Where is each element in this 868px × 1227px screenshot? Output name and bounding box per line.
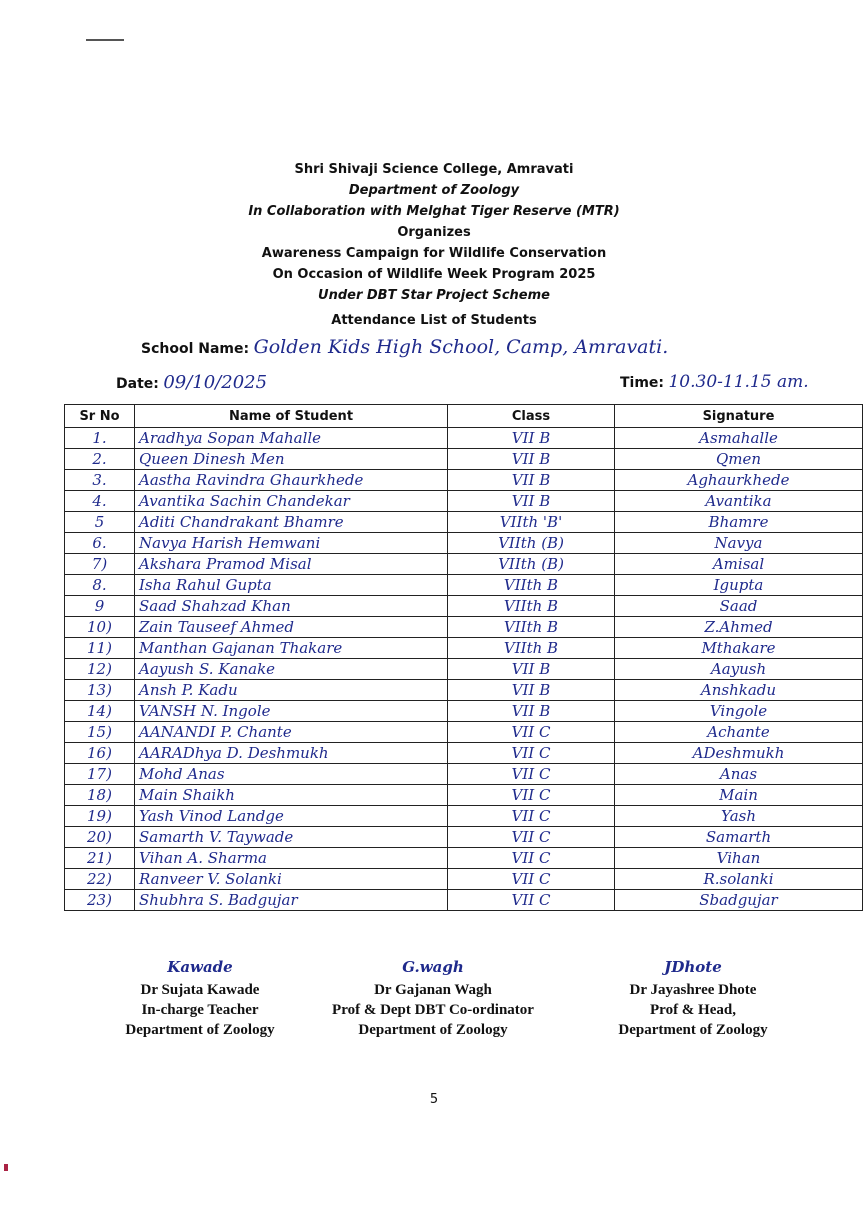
student-name-cell: Isha Rahul Gupta: [135, 575, 448, 596]
signature-cell: Amisal: [615, 554, 863, 575]
sr-no-cell: 23): [65, 890, 135, 911]
class-cell: VII C: [448, 764, 615, 785]
table-row: [65, 764, 863, 785]
signature-cell: Asmahalle: [615, 428, 863, 449]
student-name-cell: VANSH N. Ingole: [135, 701, 448, 722]
school-name-label: School Name:: [141, 341, 250, 357]
sr-no-cell: 15): [65, 722, 135, 743]
class-cell: VII B: [448, 491, 615, 512]
student-name-cell: Aradhya Sopan Mahalle: [135, 428, 448, 449]
table-row: [65, 722, 863, 743]
signature-mark: G.wagh: [402, 958, 464, 976]
student-name-cell: Ranveer V. Solanki: [135, 869, 448, 890]
signature-cell: Qmen: [615, 449, 863, 470]
sr-no-cell: 1.: [65, 428, 135, 449]
table-row: [65, 659, 863, 680]
class-cell: VII C: [448, 848, 615, 869]
scan-mark: [4, 1164, 8, 1171]
table-row: [65, 617, 863, 638]
class-cell: VIIth 'B': [448, 512, 615, 533]
campaign-title: Awareness Campaign for Wildlife Conservation: [261, 246, 607, 261]
signature-cell: Anas: [615, 764, 863, 785]
document-header: [0, 159, 868, 306]
page-number: 5: [429, 1092, 439, 1107]
class-cell: VIIth B: [448, 617, 615, 638]
signature-cell: Mthakare: [615, 638, 863, 659]
sr-no-cell: 9: [65, 596, 135, 617]
sr-no-cell: 22): [65, 869, 135, 890]
sr-no-cell: 12): [65, 659, 135, 680]
signatory-role: In-charge Teacher: [141, 1002, 259, 1018]
sr-no-cell: 20): [65, 827, 135, 848]
signature-cell: Z.Ahmed: [615, 617, 863, 638]
student-name-cell: Zain Tauseef Ahmed: [135, 617, 448, 638]
signature-cell: ADeshmukh: [615, 743, 863, 764]
column-header-class: Class: [448, 405, 615, 428]
sr-no-cell: 5: [65, 512, 135, 533]
signatory-role: Prof & Head,: [650, 1002, 736, 1018]
attendance-title: Attendance List of Students: [331, 313, 537, 328]
table-row: [65, 743, 863, 764]
sr-no-cell: 10): [65, 617, 135, 638]
table-row: [65, 890, 863, 911]
table-row: [65, 869, 863, 890]
class-cell: VII B: [448, 470, 615, 491]
student-name-cell: Aastha Ravindra Ghaurkhede: [135, 470, 448, 491]
class-cell: VII B: [448, 428, 615, 449]
signature-cell: Vihan: [615, 848, 863, 869]
attendance-table: [64, 404, 863, 911]
table-header-row: [65, 405, 863, 428]
student-name-cell: Avantika Sachin Chandekar: [135, 491, 448, 512]
sr-no-cell: 16): [65, 743, 135, 764]
column-header-sr-no: Sr No: [65, 405, 135, 428]
sr-no-cell: 14): [65, 701, 135, 722]
date-row: [116, 372, 267, 393]
table-row: [65, 554, 863, 575]
sr-no-cell: 8.: [65, 575, 135, 596]
signature-cell: Bhamre: [615, 512, 863, 533]
signatory-kawade: [100, 954, 300, 1040]
signature-cell: Sbadgujar: [615, 890, 863, 911]
signatory-name: Dr Sujata Kawade: [140, 982, 260, 998]
collaboration-line: In Collaboration with Melghat Tiger Reserve (MTR): [248, 204, 620, 219]
date-value: 09/10/2025: [163, 372, 268, 393]
scheme-line: Under DBT Star Project Scheme: [318, 288, 550, 303]
table-row: [65, 806, 863, 827]
date-label: Date:: [116, 376, 159, 392]
student-name-cell: Akshara Pramod Misal: [135, 554, 448, 575]
class-cell: VIIth (B): [448, 533, 615, 554]
table-row: [65, 470, 863, 491]
signature-cell: Igupta: [615, 575, 863, 596]
student-name-cell: Saad Shahzad Khan: [135, 596, 448, 617]
student-name-cell: Ansh P. Kadu: [135, 680, 448, 701]
class-cell: VIIth B: [448, 638, 615, 659]
class-cell: VII B: [448, 449, 615, 470]
table-row: [65, 848, 863, 869]
sr-no-cell: 18): [65, 785, 135, 806]
signature-mark: Kawade: [167, 958, 233, 976]
student-name-cell: Queen Dinesh Men: [135, 449, 448, 470]
student-name-cell: Mohd Anas: [135, 764, 448, 785]
occasion-line: On Occasion of Wildlife Week Program 2025: [272, 267, 596, 282]
school-name-value: Golden Kids High School, Camp, Amravati.: [253, 336, 669, 358]
signature-cell: R.solanki: [615, 869, 863, 890]
class-cell: VII B: [448, 701, 615, 722]
sr-no-cell: 7): [65, 554, 135, 575]
time-row: [620, 372, 809, 392]
class-cell: VII C: [448, 869, 615, 890]
signatory-wagh: [310, 954, 556, 1040]
organizes-line: Organizes: [397, 225, 471, 240]
class-cell: VII C: [448, 785, 615, 806]
sr-no-cell: 4.: [65, 491, 135, 512]
student-name-cell: Shubhra S. Badgujar: [135, 890, 448, 911]
signatory-department: Department of Zoology: [618, 1022, 768, 1038]
time-value: 10.30-11.15 am.: [668, 372, 809, 392]
signatory-name: Dr Jayashree Dhote: [629, 982, 757, 998]
student-name-cell: Navya Harish Hemwani: [135, 533, 448, 554]
class-cell: VII C: [448, 722, 615, 743]
class-cell: VIIth (B): [448, 554, 615, 575]
student-name-cell: AANANDI P. Chante: [135, 722, 448, 743]
signature-cell: Samarth: [615, 827, 863, 848]
signature-cell: Avantika: [615, 491, 863, 512]
student-name-cell: Vihan A. Sharma: [135, 848, 448, 869]
signatory-name: Dr Gajanan Wagh: [374, 982, 492, 998]
table-body: [65, 428, 863, 911]
table-row: [65, 491, 863, 512]
student-name-cell: Samarth V. Taywade: [135, 827, 448, 848]
class-cell: VII C: [448, 806, 615, 827]
table-row: [65, 785, 863, 806]
class-cell: VII C: [448, 743, 615, 764]
student-name-cell: Aditi Chandrakant Bhamre: [135, 512, 448, 533]
student-name-cell: Yash Vinod Landge: [135, 806, 448, 827]
signatory-role: Prof & Dept DBT Co-ordinator: [332, 1002, 534, 1018]
table-row: [65, 638, 863, 659]
column-header-name: Name of Student: [135, 405, 448, 428]
signature-cell: Yash: [615, 806, 863, 827]
table-row: [65, 428, 863, 449]
department-name: Department of Zoology: [348, 183, 520, 198]
table-row: [65, 827, 863, 848]
class-cell: VIIth B: [448, 575, 615, 596]
signature-mark: JDhote: [664, 958, 722, 976]
table-row: [65, 680, 863, 701]
table-row: [65, 596, 863, 617]
student-name-cell: Main Shaikh: [135, 785, 448, 806]
table-row: [65, 701, 863, 722]
sr-no-cell: 6.: [65, 533, 135, 554]
sr-no-cell: 19): [65, 806, 135, 827]
sr-no-cell: 3.: [65, 470, 135, 491]
time-label: Time:: [620, 375, 665, 391]
student-name-cell: Manthan Gajanan Thakare: [135, 638, 448, 659]
sr-no-cell: 11): [65, 638, 135, 659]
table-row: [65, 512, 863, 533]
signatory-department: Department of Zoology: [358, 1022, 508, 1038]
signatory-dhote: [598, 954, 788, 1040]
sr-no-cell: 13): [65, 680, 135, 701]
table-row: [65, 449, 863, 470]
school-name-row: [141, 336, 668, 358]
student-name-cell: AARADhya D. Deshmukh: [135, 743, 448, 764]
class-cell: VII C: [448, 827, 615, 848]
column-header-signature: Signature: [615, 405, 863, 428]
student-name-cell: Aayush S. Kanake: [135, 659, 448, 680]
signature-cell: Saad: [615, 596, 863, 617]
signature-cell: Navya: [615, 533, 863, 554]
class-cell: VII C: [448, 890, 615, 911]
class-cell: VII B: [448, 680, 615, 701]
signature-cell: Aghaurkhede: [615, 470, 863, 491]
class-cell: VIIth B: [448, 596, 615, 617]
signatory-department: Department of Zoology: [125, 1022, 275, 1038]
table-row: [65, 533, 863, 554]
table-row: [65, 575, 863, 596]
college-name: Shri Shivaji Science College, Amravati: [294, 162, 574, 177]
class-cell: VII B: [448, 659, 615, 680]
signature-cell: Aayush: [615, 659, 863, 680]
scan-mark: [86, 39, 124, 41]
signature-cell: Achante: [615, 722, 863, 743]
signature-cell: Main: [615, 785, 863, 806]
signature-cell: Anshkadu: [615, 680, 863, 701]
sr-no-cell: 21): [65, 848, 135, 869]
sr-no-cell: 2.: [65, 449, 135, 470]
signature-cell: Vingole: [615, 701, 863, 722]
sr-no-cell: 17): [65, 764, 135, 785]
